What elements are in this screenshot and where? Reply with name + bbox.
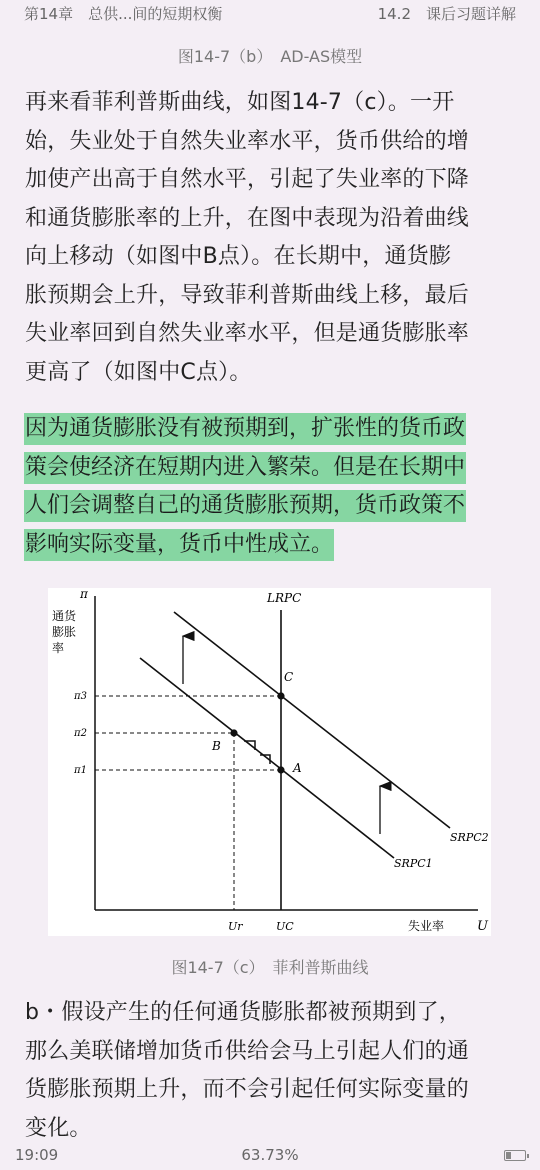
clock: 19:09 [15,1146,59,1164]
text-line: 向上移动（如图中B点）。在长期中，通货膨 [25,244,452,269]
uc-label: UC [276,920,294,933]
phillips-curve-figure [48,588,491,936]
text-line: 更高了（如图中C点）。 [25,359,252,385]
point-c [277,692,284,699]
point-a [277,766,284,773]
section-title: 14.2 课后习题详解 [377,5,516,23]
chapter-title: 第14章 总供...间的短期权衡 [24,5,223,23]
reader-status-bar [0,1140,540,1170]
highlight-line[interactable]: 因为通货膨胀没有被预期到，扩张性的货币政 [24,413,466,445]
figure-caption: 图14-7（c） 菲利普斯曲线 [171,958,369,977]
reading-progress: 63.73% [241,1146,299,1164]
lrpc-label: LRPC [267,591,302,605]
move-mark-1 [244,741,255,750]
highlight-line[interactable]: 人们会调整自己的通货膨胀预期，货币政策不 [24,490,466,522]
text-line: 变化。 [25,1115,92,1141]
pi2-label: π2 [74,728,87,739]
srpc1-curve [140,658,394,858]
text-line: b・假设产生的任何通货膨胀都被预期到了， [25,1000,461,1025]
x-axis-label: 失业率 [408,919,445,933]
y-axis-label-1: 通货 [52,609,77,623]
srpc2-label: SRPC2 [450,831,489,844]
battery-icon [504,1150,526,1161]
text-line: 胀预期会上升，导致菲利普斯曲线上移，最后 [25,282,470,308]
text-line: 加使产出高于自然水平，引起了失业率的下降 [25,167,470,192]
y-axis-label-3: 率 [52,641,65,655]
figure-caption-top: 图14-7（b） AD-AS模型 [177,47,363,66]
point-b-label: B [212,739,221,753]
pi3-label: π3 [74,691,87,702]
phillips-curve-diagram [48,588,491,936]
ur-label: Ur [228,920,243,933]
y-axis-label-2: 膨胀 [52,625,77,639]
srpc1-label: SRPC1 [394,857,433,870]
point-c-label: C [284,670,294,684]
point-b [230,729,237,736]
text-line: 和通货膨胀率的上升，在图中表现为沿着曲线 [25,205,470,231]
paragraph-1 [25,84,505,392]
x-axis-symbol: U [477,919,488,934]
text-line: 失业率回到自然失业率水平，但是通货膨胀率 [25,321,470,346]
y-axis-symbol: π [80,588,88,601]
highlighted-note[interactable] [24,410,506,564]
text-line: 再来看菲利普斯曲线，如图14-7（c）。一开 [25,90,455,115]
highlight-line[interactable]: 策会使经济在短期内进入繁荣。但是在长期中 [24,452,466,484]
text-line: 始，失业处于自然失业率水平，货币供给的增 [25,128,470,154]
srpc2-curve [174,612,450,828]
highlight-line[interactable]: 影响实际变量，货币中性成立。 [24,529,334,561]
point-a-label: A [293,761,302,775]
pi1-label: π1 [74,765,87,776]
text-line: 那么美联储增加货币供给会马上引起人们的通 [25,1038,470,1064]
reader-header [0,0,540,28]
text-line: 货膨胀预期上升，而不会引起任何实际变量的 [25,1077,470,1102]
paragraph-2 [25,994,505,1148]
